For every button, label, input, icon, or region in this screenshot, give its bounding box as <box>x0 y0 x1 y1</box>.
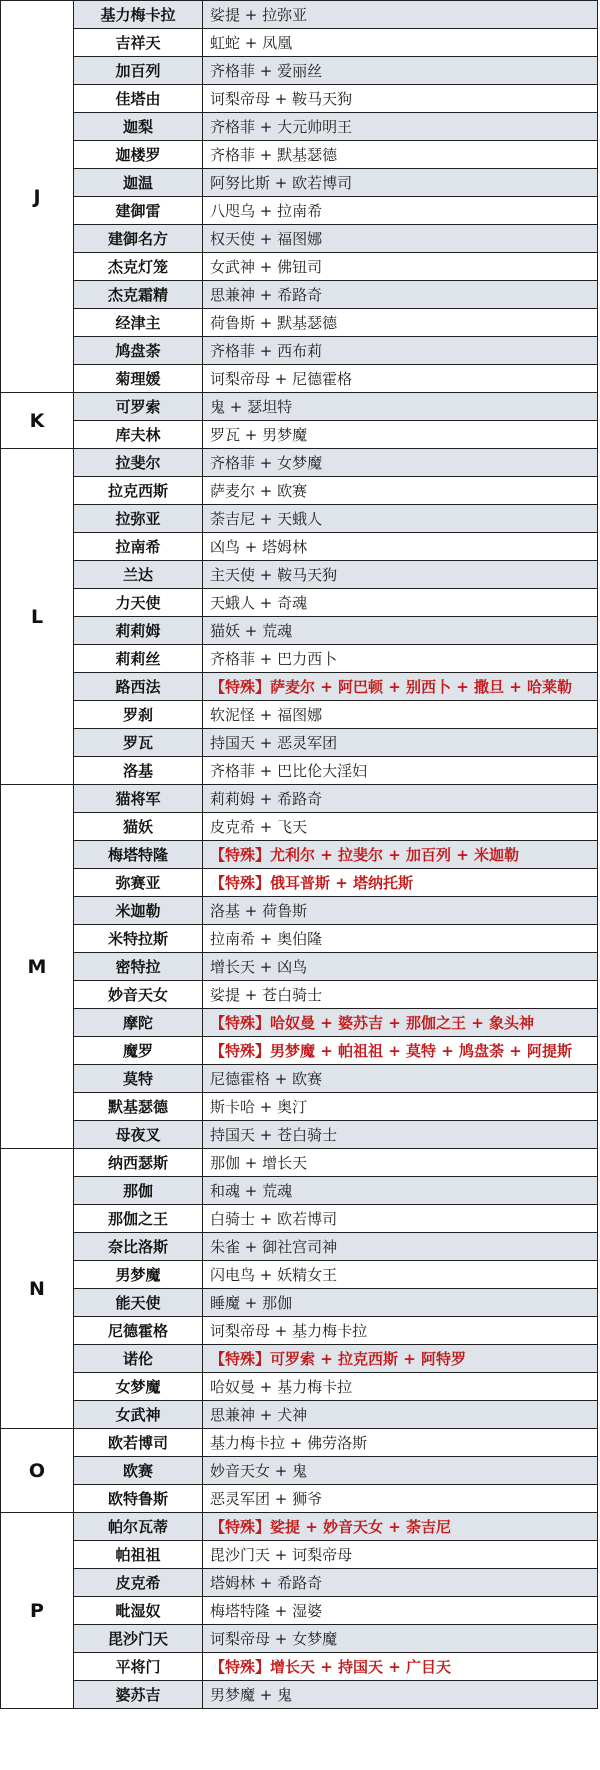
table-row <box>1 1009 598 1037</box>
fusion-recipe: 妙音天女 + 鬼 <box>203 1457 598 1485</box>
fusion-recipe: 思兼神 + 犬神 <box>203 1401 598 1429</box>
fusion-recipe: 齐格菲 + 巴力西卜 <box>203 645 598 673</box>
table-row <box>1 1289 598 1317</box>
demon-name: 那伽之王 <box>74 1205 203 1233</box>
special-fusion-recipe: 【特殊】尤利尔 + 拉斐尔 + 加百列 + 米迦勒 <box>203 841 598 869</box>
table-row <box>1 729 598 757</box>
demon-name: 拉弥亚 <box>74 505 203 533</box>
demon-name: 吉祥天 <box>74 29 203 57</box>
demon-name: 莉莉丝 <box>74 645 203 673</box>
demon-name: 欧若博司 <box>74 1429 203 1457</box>
fusion-recipe: 哈奴曼 + 基力梅卡拉 <box>203 1373 598 1401</box>
fusion-recipe: 猫妖 + 荒魂 <box>203 617 598 645</box>
fusion-recipe: 主天使 + 鞍马天狗 <box>203 561 598 589</box>
demon-name: 路西法 <box>74 673 203 701</box>
fusion-recipe: 齐格菲 + 爱丽丝 <box>203 57 598 85</box>
fusion-recipe: 白骑士 + 欧若博司 <box>203 1205 598 1233</box>
fusion-recipe: 和魂 + 荒魂 <box>203 1177 598 1205</box>
table-row <box>1 449 598 477</box>
fusion-recipe: 朱雀 + 御社宫司神 <box>203 1233 598 1261</box>
demon-name: 弥赛亚 <box>74 869 203 897</box>
fusion-recipe: 闪电鸟 + 妖精女王 <box>203 1261 598 1289</box>
fusion-recipe: 洛基 + 荷鲁斯 <box>203 897 598 925</box>
demon-name: 那伽 <box>74 1177 203 1205</box>
fusion-recipe: 八咫乌 + 拉南希 <box>203 197 598 225</box>
demon-name: 建御名方 <box>74 225 203 253</box>
fusion-recipe: 齐格菲 + 大元帅明王 <box>203 113 598 141</box>
table-row <box>1 1541 598 1569</box>
demon-name: 女梦魔 <box>74 1373 203 1401</box>
fusion-recipe: 齐格菲 + 默基瑟德 <box>203 141 598 169</box>
table-row <box>1 309 598 337</box>
table-row <box>1 869 598 897</box>
demon-name: 密特拉 <box>74 953 203 981</box>
fusion-recipe: 尼德霍格 + 欧赛 <box>203 1065 598 1093</box>
table-row <box>1 1149 598 1177</box>
demon-name: 诺伦 <box>74 1345 203 1373</box>
fusion-recipe: 鬼 + 瑟坦特 <box>203 393 598 421</box>
table-row <box>1 897 598 925</box>
demon-name: 米特拉斯 <box>74 925 203 953</box>
table-row <box>1 925 598 953</box>
group-letter: L <box>1 449 74 785</box>
fusion-recipe: 莉莉姆 + 希路奇 <box>203 785 598 813</box>
demon-name: 库夫林 <box>74 421 203 449</box>
demon-name: 女武神 <box>74 1401 203 1429</box>
demon-name: 兰达 <box>74 561 203 589</box>
fusion-recipe: 女武神 + 佛钮司 <box>203 253 598 281</box>
table-row <box>1 1233 598 1261</box>
table-row <box>1 701 598 729</box>
demon-name: 猫将军 <box>74 785 203 813</box>
table-row <box>1 113 598 141</box>
fusion-recipe: 权天使 + 福图娜 <box>203 225 598 253</box>
table-row <box>1 421 598 449</box>
table-row <box>1 1429 598 1457</box>
fusion-recipe: 拉南希 + 奥伯隆 <box>203 925 598 953</box>
table-row <box>1 197 598 225</box>
table-row <box>1 1597 598 1625</box>
fusion-recipe: 齐格菲 + 西布莉 <box>203 337 598 365</box>
table-row <box>1 1037 598 1065</box>
special-fusion-recipe: 【特殊】男梦魔 + 帕祖祖 + 莫特 + 鸠盘荼 + 阿提斯 <box>203 1037 598 1065</box>
demon-name: 佳塔由 <box>74 85 203 113</box>
demon-name: 洛基 <box>74 757 203 785</box>
demon-name: 可罗索 <box>74 393 203 421</box>
demon-name: 鸠盘荼 <box>74 337 203 365</box>
table-row <box>1 981 598 1009</box>
table-row <box>1 1401 598 1429</box>
fusion-recipe: 诃梨帝母 + 基力梅卡拉 <box>203 1317 598 1345</box>
table-row <box>1 225 598 253</box>
demon-name: 罗刹 <box>74 701 203 729</box>
fusion-recipe: 天蛾人 + 奇魂 <box>203 589 598 617</box>
table-row <box>1 645 598 673</box>
fusion-recipe: 增长天 + 凶鸟 <box>203 953 598 981</box>
table-row <box>1 617 598 645</box>
demon-name: 拉克西斯 <box>74 477 203 505</box>
table-row <box>1 1373 598 1401</box>
demon-name: 梅塔特隆 <box>74 841 203 869</box>
table-row <box>1 1121 598 1149</box>
table-row <box>1 561 598 589</box>
demon-name: 杰克霜精 <box>74 281 203 309</box>
table-row <box>1 785 598 813</box>
table-row <box>1 1485 598 1513</box>
table-row <box>1 29 598 57</box>
table-row <box>1 1345 598 1373</box>
fusion-recipe: 持国天 + 苍白骑士 <box>203 1121 598 1149</box>
demon-name: 拉南希 <box>74 533 203 561</box>
special-fusion-recipe: 【特殊】娑提 + 妙音天女 + 荼吉尼 <box>203 1513 598 1541</box>
fusion-recipe: 荷鲁斯 + 默基瑟德 <box>203 309 598 337</box>
table-row <box>1 533 598 561</box>
demon-name: 母夜叉 <box>74 1121 203 1149</box>
fusion-recipe: 思兼神 + 希路奇 <box>203 281 598 309</box>
table-row <box>1 673 598 701</box>
table-row <box>1 1065 598 1093</box>
fusion-recipe: 虹蛇 + 凤凰 <box>203 29 598 57</box>
fusion-recipe: 娑提 + 拉弥亚 <box>203 1 598 29</box>
table-row <box>1 253 598 281</box>
group-letter: J <box>1 1 74 393</box>
demon-name: 莫特 <box>74 1065 203 1093</box>
fusion-recipe: 皮克希 + 飞天 <box>203 813 598 841</box>
table-row <box>1 1681 598 1709</box>
fusion-recipe: 那伽 + 增长天 <box>203 1149 598 1177</box>
demon-name: 婆苏吉 <box>74 1681 203 1709</box>
demon-name: 杰克灯笼 <box>74 253 203 281</box>
table-row <box>1 1 598 29</box>
fusion-recipe: 荼吉尼 + 天蛾人 <box>203 505 598 533</box>
table-row <box>1 1093 598 1121</box>
demon-name: 毘沙门天 <box>74 1625 203 1653</box>
demon-name: 菊理媛 <box>74 365 203 393</box>
table-row <box>1 1317 598 1345</box>
fusion-recipe: 萨麦尔 + 欧赛 <box>203 477 598 505</box>
demon-name: 建御雷 <box>74 197 203 225</box>
group-letter: P <box>1 1513 74 1709</box>
fusion-recipe: 诃梨帝母 + 鞍马天狗 <box>203 85 598 113</box>
special-fusion-recipe: 【特殊】增长天 + 持国天 + 广目天 <box>203 1653 598 1681</box>
table-row <box>1 1653 598 1681</box>
fusion-recipe: 睡魔 + 那伽 <box>203 1289 598 1317</box>
demon-name: 尼德霍格 <box>74 1317 203 1345</box>
demon-name: 欧特鲁斯 <box>74 1485 203 1513</box>
demon-name: 拉斐尔 <box>74 449 203 477</box>
demon-name: 男梦魔 <box>74 1261 203 1289</box>
demon-name: 平将门 <box>74 1653 203 1681</box>
demon-name: 力天使 <box>74 589 203 617</box>
table-row <box>1 1569 598 1597</box>
table-row <box>1 1205 598 1233</box>
demon-name: 魔罗 <box>74 1037 203 1065</box>
fusion-recipe: 齐格菲 + 女梦魔 <box>203 449 598 477</box>
demon-name: 毗湿奴 <box>74 1597 203 1625</box>
fusion-recipe: 软泥怪 + 福图娜 <box>203 701 598 729</box>
table-row <box>1 85 598 113</box>
table-row <box>1 953 598 981</box>
demon-name: 帕祖祖 <box>74 1541 203 1569</box>
table-row <box>1 757 598 785</box>
table-row <box>1 57 598 85</box>
fusion-table-body <box>1 1 598 1709</box>
group-letter: K <box>1 393 74 449</box>
table-row <box>1 477 598 505</box>
table-row <box>1 169 598 197</box>
special-fusion-recipe: 【特殊】可罗索 + 拉克西斯 + 阿特罗 <box>203 1345 598 1373</box>
fusion-recipe: 凶鸟 + 塔姆林 <box>203 533 598 561</box>
fusion-recipe: 男梦魔 + 鬼 <box>203 1681 598 1709</box>
table-row <box>1 281 598 309</box>
demon-name: 默基瑟德 <box>74 1093 203 1121</box>
demon-name: 罗瓦 <box>74 729 203 757</box>
table-row <box>1 1261 598 1289</box>
table-row <box>1 1625 598 1653</box>
demon-name: 猫妖 <box>74 813 203 841</box>
demon-name: 经津主 <box>74 309 203 337</box>
table-row <box>1 365 598 393</box>
fusion-recipe: 塔姆林 + 希路奇 <box>203 1569 598 1597</box>
fusion-recipe: 毘沙门天 + 诃梨帝母 <box>203 1541 598 1569</box>
table-row <box>1 393 598 421</box>
group-letter: N <box>1 1149 74 1429</box>
demon-name: 欧赛 <box>74 1457 203 1485</box>
fusion-recipe: 齐格菲 + 巴比伦大淫妇 <box>203 757 598 785</box>
special-fusion-recipe: 【特殊】萨麦尔 + 阿巴顿 + 别西卜 + 撒旦 + 哈莱勒 <box>203 673 598 701</box>
fusion-recipe: 罗瓦 + 男梦魔 <box>203 421 598 449</box>
demon-name: 皮克希 <box>74 1569 203 1597</box>
demon-name: 迦楼罗 <box>74 141 203 169</box>
table-row <box>1 813 598 841</box>
demon-name: 摩陀 <box>74 1009 203 1037</box>
demon-name: 能天使 <box>74 1289 203 1317</box>
group-letter: O <box>1 1429 74 1513</box>
fusion-recipe: 诃梨帝母 + 女梦魔 <box>203 1625 598 1653</box>
table-row <box>1 1177 598 1205</box>
special-fusion-recipe: 【特殊】哈奴曼 + 婆苏吉 + 那伽之王 + 象头神 <box>203 1009 598 1037</box>
demon-name: 加百列 <box>74 57 203 85</box>
special-fusion-recipe: 【特殊】俄耳普斯 + 塔纳托斯 <box>203 869 598 897</box>
demon-name: 迦梨 <box>74 113 203 141</box>
fusion-recipe: 梅塔特隆 + 湿婆 <box>203 1597 598 1625</box>
table-row <box>1 141 598 169</box>
demon-name: 迦温 <box>74 169 203 197</box>
fusion-recipe: 恶灵军团 + 狮爷 <box>203 1485 598 1513</box>
table-row <box>1 505 598 533</box>
fusion-recipe: 持国天 + 恶灵军团 <box>203 729 598 757</box>
demon-name: 妙音天女 <box>74 981 203 1009</box>
demon-name: 帕尔瓦蒂 <box>74 1513 203 1541</box>
fusion-recipe: 娑提 + 苍白骑士 <box>203 981 598 1009</box>
table-row <box>1 1513 598 1541</box>
group-letter: M <box>1 785 74 1149</box>
table-row <box>1 337 598 365</box>
demon-name: 纳西瑟斯 <box>74 1149 203 1177</box>
fusion-recipe: 基力梅卡拉 + 佛劳洛斯 <box>203 1429 598 1457</box>
fusion-recipe: 诃梨帝母 + 尼德霍格 <box>203 365 598 393</box>
demon-name: 米迦勒 <box>74 897 203 925</box>
table-row <box>1 1457 598 1485</box>
table-row <box>1 841 598 869</box>
demon-name: 基力梅卡拉 <box>74 1 203 29</box>
fusion-recipe: 阿努比斯 + 欧若博司 <box>203 169 598 197</box>
demon-name: 奈比洛斯 <box>74 1233 203 1261</box>
fusion-recipe: 斯卡哈 + 奥汀 <box>203 1093 598 1121</box>
demon-name: 莉莉姆 <box>74 617 203 645</box>
table-row <box>1 589 598 617</box>
